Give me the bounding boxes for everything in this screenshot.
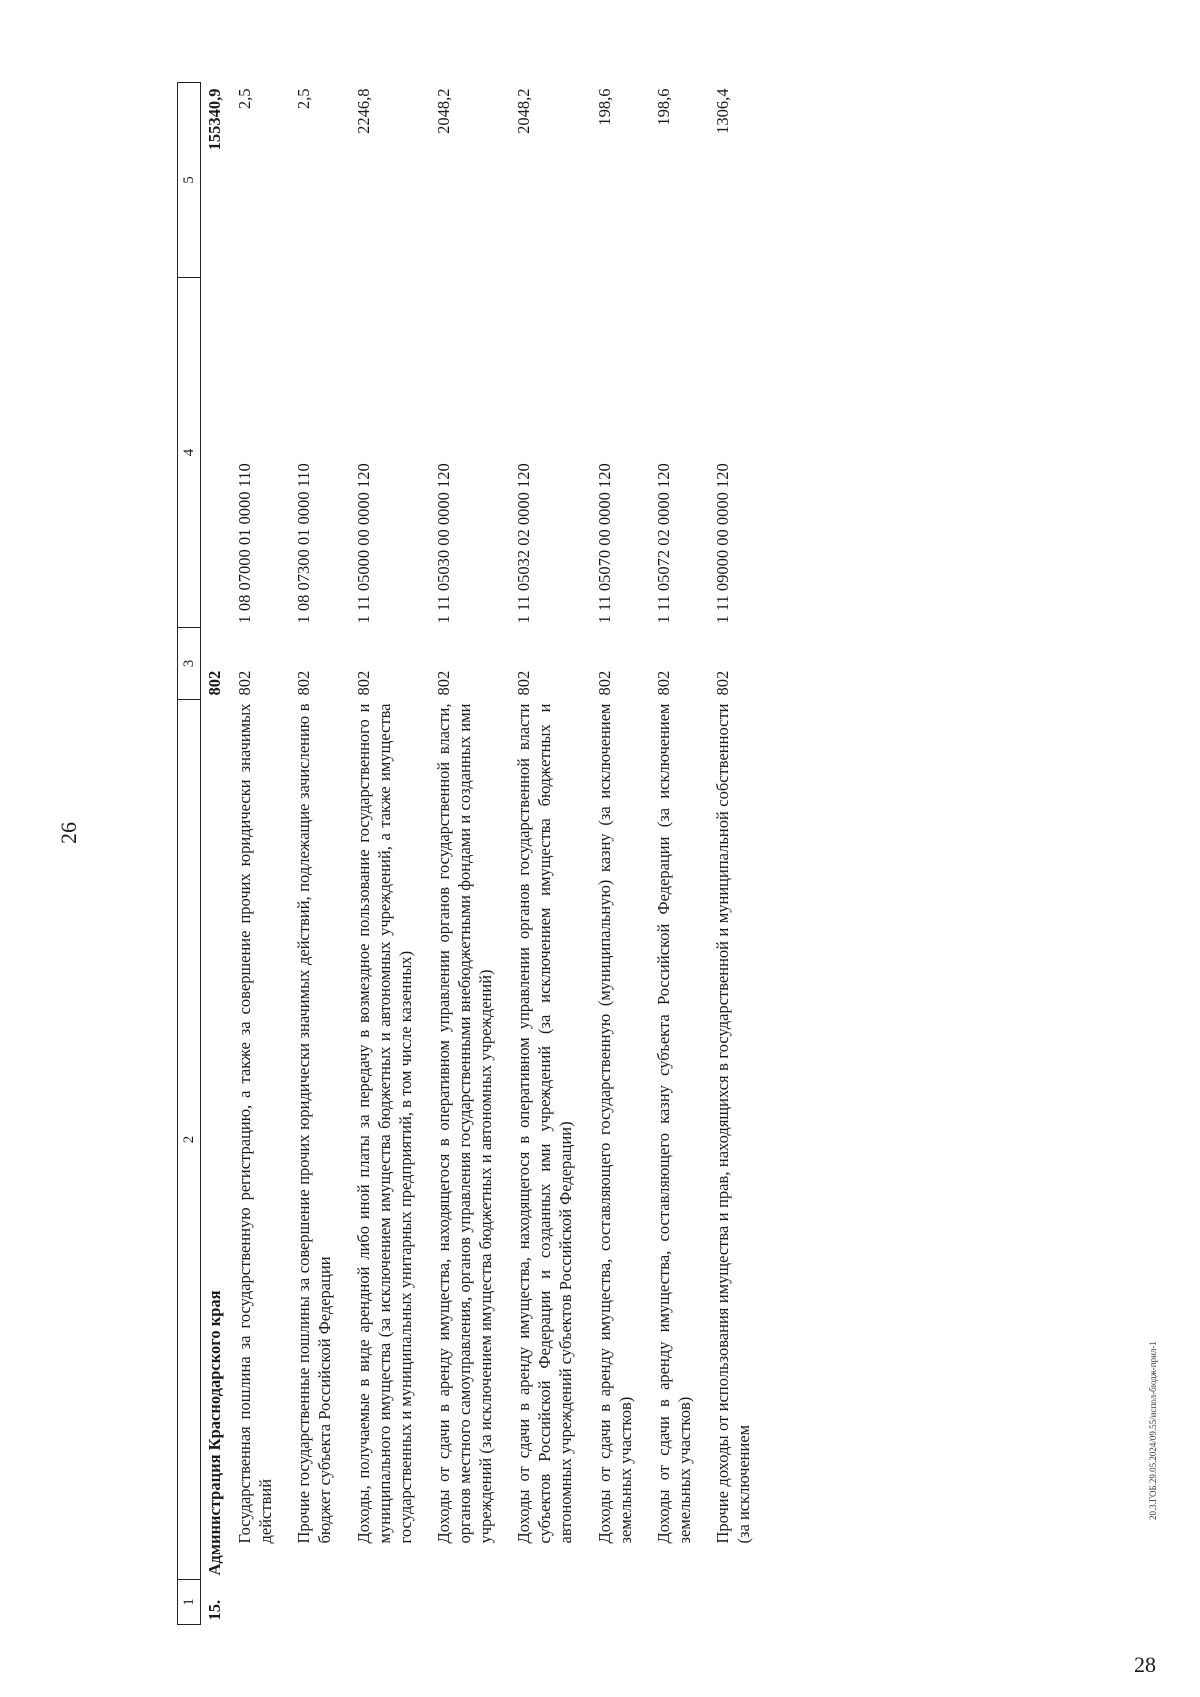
row-admin-code: 802 bbox=[712, 670, 732, 696]
row-name: Прочие государственные пошлины за совершение прочих юридически значимых действий, подлежащие зачислению в бюджет субъекта Российской Федерации bbox=[294, 703, 335, 1544]
row-amount: 2048,2 bbox=[514, 88, 534, 134]
page-number-bottom: 28 bbox=[1134, 1652, 1156, 1677]
table-row bbox=[350, 83, 430, 1625]
row-amount: 2,5 bbox=[294, 88, 314, 110]
section-row bbox=[201, 83, 232, 1625]
row-amount: 2,5 bbox=[235, 88, 255, 110]
row-name: Доходы от сдачи в аренду имущества, составляющего государственную (муниципальную) казну (за исключением земельных участков) bbox=[594, 703, 635, 1544]
row-admin-code: 802 bbox=[294, 670, 314, 696]
section-kbk bbox=[201, 278, 232, 628]
column-number-1: 1 bbox=[178, 1580, 201, 1625]
row-admin-code: 802 bbox=[514, 670, 534, 696]
row-kbk: 1 11 05000 00 0000 120 bbox=[353, 463, 373, 624]
table-row bbox=[591, 83, 650, 1625]
document-footer-code: 20.3.ГОБ.29.05.2024/09.55/испол-бюдж-прил-1 bbox=[1148, 1341, 1158, 1520]
row-admin-code: 802 bbox=[653, 670, 673, 696]
table-row bbox=[231, 83, 290, 1625]
row-admin-code: 802 bbox=[235, 670, 255, 696]
column-number-3: 3 bbox=[178, 628, 201, 700]
table-row bbox=[650, 83, 709, 1625]
row-name: Доходы от сдачи в аренду имущества, составляющего казну субъекта Российской Федерации (за исключением земельных участков) bbox=[653, 703, 694, 1544]
table-row bbox=[510, 83, 590, 1625]
row-kbk: 1 11 05070 00 0000 120 bbox=[594, 463, 614, 624]
row-kbk: 1 11 09000 00 0000 120 bbox=[712, 463, 732, 624]
revenue-table bbox=[177, 82, 768, 1625]
section-code: 802 bbox=[205, 670, 224, 696]
row-kbk: 1 11 05032 02 0000 120 bbox=[514, 463, 534, 624]
table-row bbox=[430, 83, 510, 1625]
row-amount: 2246,8 bbox=[353, 88, 373, 134]
row-amount: 1306,4 bbox=[712, 88, 732, 134]
row-admin-code: 802 bbox=[433, 670, 453, 696]
table-row bbox=[290, 83, 349, 1625]
rotated-table-container bbox=[177, 83, 1057, 1625]
row-admin-code: 802 bbox=[594, 670, 614, 696]
section-name: Администрация Краснодарского края bbox=[205, 1290, 224, 1576]
row-admin-code: 802 bbox=[353, 670, 373, 696]
column-number-4: 4 bbox=[178, 278, 201, 628]
row-amount: 2048,2 bbox=[433, 88, 453, 134]
row-kbk: 1 08 07000 01 0000 110 bbox=[235, 463, 255, 624]
row-name: Государственная пошлина за государственную регистрацию, а также за совершение прочих юридически значимых действий bbox=[235, 703, 276, 1544]
row-name: Прочие доходы от использования имущества и прав, находящихся в государственной и муниципальной собственности (за исключением bbox=[712, 703, 754, 1544]
section-number: 15. bbox=[205, 1599, 224, 1621]
row-kbk: 1 11 05072 02 0000 120 bbox=[653, 463, 673, 624]
table-row bbox=[709, 83, 768, 1625]
row-name: Доходы от сдачи в аренду имущества, находящегося в оперативном управлении органов государственной власти субъектов Российской Федерации и созданных ими учреждений (за исключением имущества бюджетных и автономных учреждений субъектов Российской Федерации) bbox=[514, 703, 576, 1544]
row-name: Доходы от сдачи в аренду имущества, находящегося в оперативном управлении органов государственной власти, органов местного самоуправления, органов управления государственными внебюджетными фондами и созданных ими учреждений (за исключением имущества бюджетных и автономных учреждений) bbox=[433, 703, 496, 1544]
page-number-top: 26 bbox=[56, 822, 81, 844]
column-number-2: 2 bbox=[178, 700, 201, 1580]
row-name: Доходы, получаемые в виде арендной либо иной платы за передачу в возмездное пользование государственного и муниципального имущества (за исключением имущества бюджетных и автономных учреждений, а также имущества государственных и муниципальных унитарных предприятий, в том числе казенных) bbox=[353, 703, 415, 1544]
row-amount: 198,6 bbox=[653, 88, 673, 126]
row-kbk: 1 08 07300 01 0000 110 bbox=[294, 463, 314, 624]
column-numbers-row bbox=[178, 83, 201, 1625]
row-amount: 198,6 bbox=[594, 88, 614, 126]
row-kbk: 1 11 05030 00 0000 120 bbox=[433, 463, 453, 624]
column-number-5: 5 bbox=[178, 83, 201, 278]
section-total: 155340,9 bbox=[205, 88, 224, 151]
